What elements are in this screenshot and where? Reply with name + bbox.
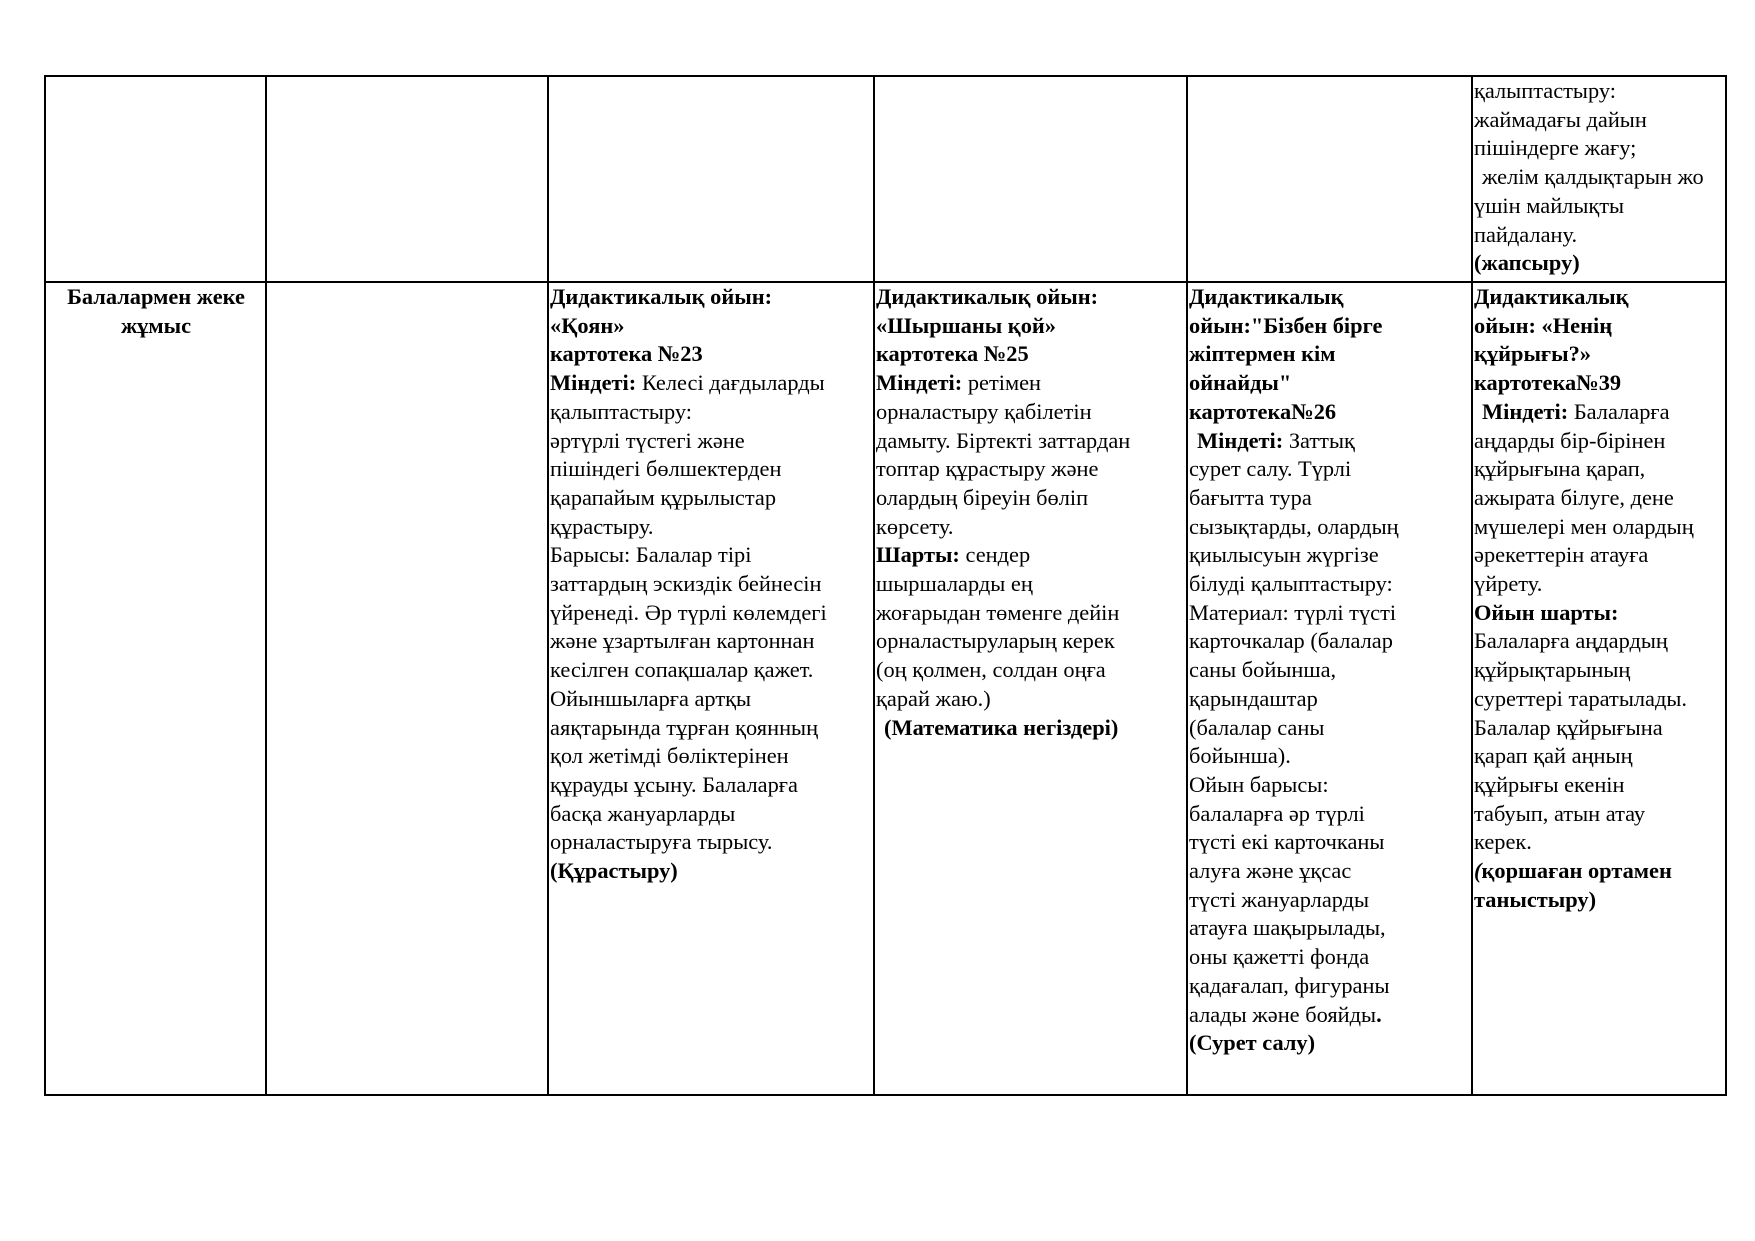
text-line: Балалар құйрығына (1474, 714, 1663, 740)
game-name: құйрығы?» (1474, 341, 1591, 367)
card-number: картотека №23 (550, 341, 703, 367)
task-label: Міндеті: (1197, 427, 1284, 453)
text-line: керек. (1474, 829, 1532, 855)
task-line (1474, 398, 1725, 427)
text-line: шыршаларды ең (876, 571, 1033, 597)
text-line: желім қалдықтарын жо (1482, 164, 1704, 190)
text-line: Материал: түрлі түсті (1189, 599, 1397, 625)
text-line: сурет салу. Түрлі (1189, 456, 1352, 482)
text-line: үйрету. (1474, 571, 1543, 597)
task-line (876, 369, 1186, 398)
text-line: мүшелері мен олардың (1474, 513, 1694, 539)
condition-text: сендер (965, 542, 1031, 568)
cell-r1-c1 (45, 76, 266, 282)
text-line: орналастыру қабілетін (876, 398, 1092, 424)
subject-label-line2: таныстыру) (1474, 886, 1597, 912)
text-line: түсті жануарларды (1189, 886, 1370, 912)
cell-r1-c2 (266, 76, 548, 282)
text-line: балаларға әр түрлі (1189, 800, 1365, 826)
text-line: пішіндегі бөлшектерден (550, 456, 782, 482)
condition-line (876, 541, 1186, 570)
text-line: қарап қай аңның (1474, 743, 1633, 769)
text-line: қарындаштар (1189, 685, 1318, 711)
text-line: бағытта тура (1189, 484, 1312, 510)
game-name: «Қоян» (550, 312, 625, 338)
text-line: алады және бояйды. (1189, 1001, 1382, 1027)
game-name: ойын:"Бізбен бірге (1189, 312, 1383, 338)
game-card-fir-tree (874, 282, 1187, 1095)
cell-r2-c2 (266, 282, 548, 1095)
text-line: бойынша). (1189, 743, 1291, 769)
condition-label: Шарты: (876, 542, 960, 568)
game-card-rabbit (548, 282, 874, 1095)
card-number: картотека №25 (876, 341, 1029, 367)
game-title: Дидактикалық (1189, 284, 1344, 309)
game-title: Дидактикалық ойын: (550, 284, 773, 309)
text-line: қадағалап, фигураны (1189, 972, 1390, 998)
task-line (1189, 427, 1471, 456)
text-line: қарапайым құрылыстар (550, 484, 777, 510)
text-line: аңдарды бір-бірінен (1474, 427, 1666, 453)
text-line: карточкалар (балалар (1189, 628, 1393, 654)
text-line: пішіндерге жағу; (1474, 135, 1637, 161)
task-label: Міндеті: (550, 370, 637, 396)
game-title: Дидактикалық ойын: (876, 284, 1099, 309)
text-line: топтар құрастыру және (876, 456, 1099, 482)
game-card-whose-tail (1472, 282, 1726, 1095)
text-line: пайдалану. (1474, 221, 1578, 247)
text-line: үйренеді. Әр түрлі көлемдегі (550, 599, 827, 625)
subject-label: (Құрастыру) (550, 858, 678, 884)
text-line: құрастыру. (550, 513, 654, 539)
text-line: аяқтарында тұрған қоянның (550, 714, 819, 740)
text-line: қиылысуын жүргізе (1189, 542, 1379, 568)
text-line: Барысы: Балалар тірі (550, 542, 752, 568)
subject-label: (қоршаған ортамен (1474, 858, 1672, 884)
game-name: ойын: «Ненің (1474, 312, 1613, 338)
task-line (550, 369, 873, 398)
text-line: саны бойынша, (1189, 657, 1337, 683)
cell-r1-c3 (548, 76, 874, 282)
card-number: картотека№26 (1189, 398, 1337, 424)
text-line: орналастыруға тырысу. (550, 829, 773, 855)
subject-label: (Математика негіздері) (884, 714, 1119, 740)
text-line: қалыптастыру: (550, 398, 692, 424)
text-line: Ойыншыларға артқы (550, 685, 752, 711)
task-text: Балаларға (1573, 398, 1670, 424)
text-line: оны қажетті фонда (1189, 944, 1370, 970)
card-number: картотека№39 (1474, 370, 1622, 396)
text-line: құйрығына қарап, (1474, 456, 1646, 482)
text-line: қарай жаю.) (876, 685, 991, 711)
task-text: Келесі дағдыларды (641, 370, 825, 396)
text-line: әрекеттерін атауға (1474, 542, 1649, 568)
table-row-continuation (45, 76, 1726, 282)
text-line: Балаларға аңдардың (1474, 628, 1668, 654)
text-line: суреттері таратылады. (1474, 685, 1688, 711)
game-name: «Шыршаны қой» (876, 312, 1056, 338)
game-title: Дидактикалық (1474, 284, 1629, 309)
game-name: ойнайды" (1189, 370, 1292, 396)
game-name: жіптермен кім (1189, 341, 1336, 367)
text-line: білуді қалыптастыру: (1189, 571, 1393, 597)
text-line: алуға және ұқсас (1189, 858, 1352, 884)
text-line: көрсету. (876, 513, 954, 539)
text-line: (оң қолмен, солдан оңға (876, 657, 1106, 683)
subject-label: (жапсыру) (1474, 250, 1580, 276)
text-line: атауға шақырылады, (1189, 915, 1386, 941)
subject-label: (Сурет салу) (1189, 1030, 1316, 1056)
text-line: Ойын барысы: (1189, 771, 1329, 797)
condition-label: Ойын шарты: (1474, 599, 1619, 625)
cell-r1-c4 (874, 76, 1187, 282)
text-line: құйрықтарының (1474, 657, 1631, 683)
cell-r1-c5 (1187, 76, 1472, 282)
text-line: қол жетімді бөліктерінен (550, 743, 789, 769)
text-line: әртүрлі түстегі және (550, 427, 745, 453)
game-card-threads (1187, 282, 1472, 1095)
text-line: басқа жануарларды (550, 800, 736, 826)
text-line: түсті екі карточканы (1189, 829, 1385, 855)
text-line: құрауды ұсыну. Балаларға (550, 771, 798, 797)
row-label-individual-work: Балалармен жеке жұмыс (45, 282, 266, 1095)
text-line: құйрығы екенін (1474, 771, 1625, 797)
text-line: олардың біреуін бөліп (876, 484, 1089, 510)
task-label: Міндеті: (1482, 398, 1569, 424)
text-line: заттардың эскиздік бейнесін (550, 571, 822, 597)
text-line: дамыту. Біртекті заттардан (876, 427, 1131, 453)
text-line: жаймадағы дайын (1474, 106, 1647, 132)
text-line: кесілген сопақшалар қажет. (550, 657, 814, 683)
cell-r1-c6 (1472, 76, 1726, 282)
plan-table (44, 75, 1727, 1096)
text-line: орналастыруларың керек (876, 628, 1115, 654)
text-line: үшін майлықты (1474, 192, 1625, 218)
text-line: (балалар саны (1189, 714, 1325, 740)
text-line: және ұзартылған картоннан (550, 628, 815, 654)
task-label: Міндеті: (876, 370, 963, 396)
text-line: табуып, атын атау (1474, 800, 1646, 826)
text-line: сызықтарды, олардың (1189, 513, 1399, 539)
task-text: Заттық (1288, 427, 1355, 453)
table-row-individual-work (45, 282, 1726, 1095)
text-line: қалыптастыру: (1474, 78, 1616, 103)
text-line: жоғарыдан төменге дейін (876, 599, 1120, 625)
text-line: ажырата білуге, дене (1474, 484, 1674, 510)
task-text: ретімен (967, 370, 1042, 396)
